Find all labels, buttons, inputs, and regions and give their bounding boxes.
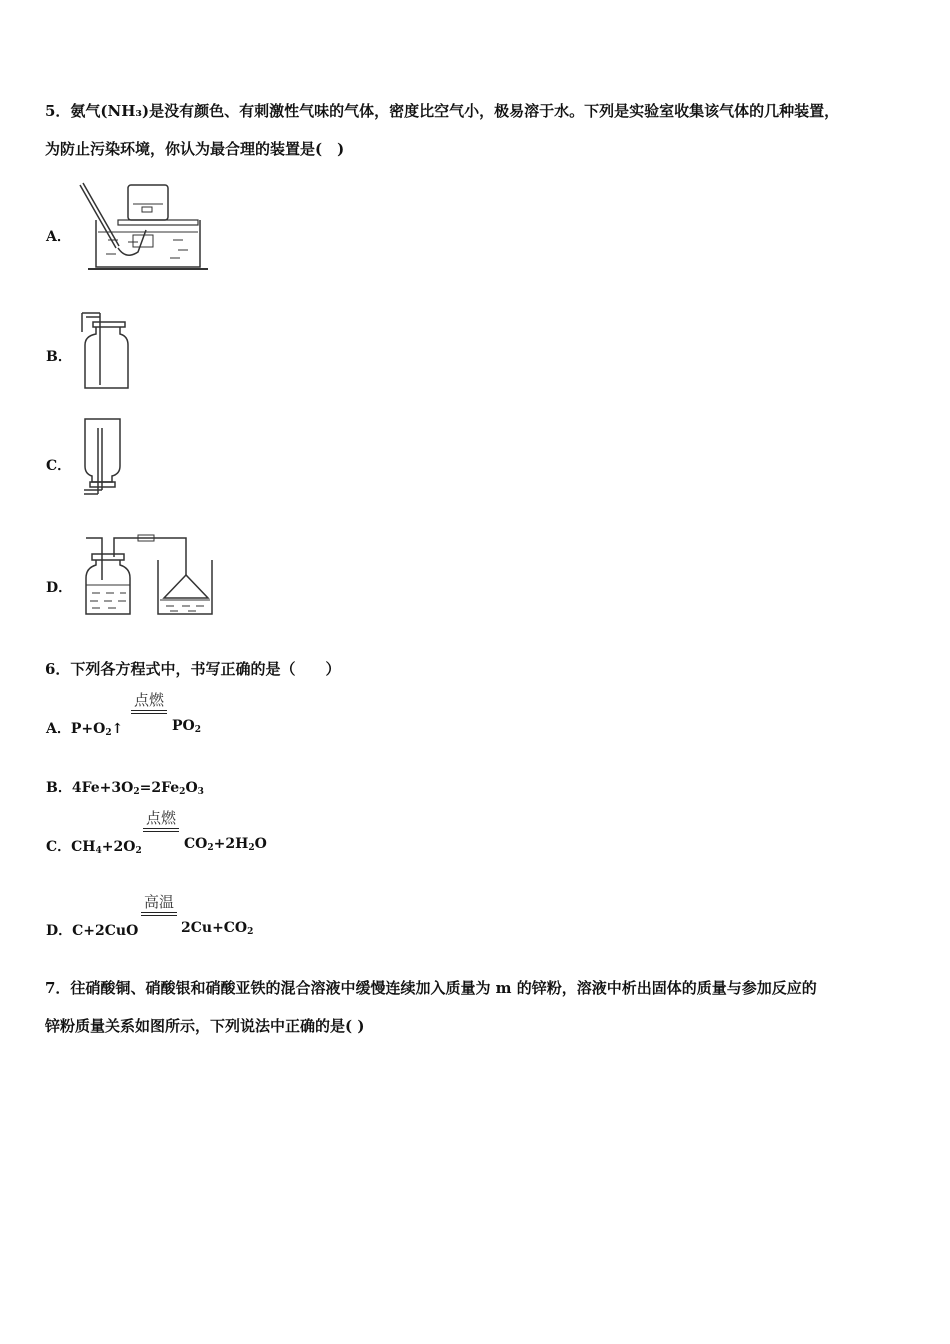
q6-option-b: B．$4Fe+3O_2=2Fe_2O_3$	[46, 780, 204, 797]
q5-option-b-figure	[80, 310, 132, 392]
q6-option-c: C．$CH_4+2O_2$	[46, 839, 142, 856]
q6-stem: 6．下列各方程式中，书写正确的是（ ）	[45, 660, 341, 678]
q5-stem-line2: 为防止污染环境，你认为最合理的装置是( )	[45, 140, 345, 158]
q6-option-a-label: A．	[46, 721, 71, 737]
q5-stem-line1: 5．氨气(NH₃)是没有颜色、有刺激性气味的气体，密度比空气小，极易溶于水。下列是实验室收集该气体的几种装置，	[45, 102, 840, 120]
q5-option-a-label: A．	[46, 229, 71, 245]
q5-option-b-label: B．	[46, 349, 72, 365]
q5-option-d-figure	[78, 530, 216, 620]
q7-stem-line2: 锌粉质量关系如图所示，下列说法中正确的是( )	[45, 1017, 365, 1035]
q6-option-a-product: $PO_2$	[172, 718, 201, 735]
gas-arrow: ↑	[111, 721, 124, 737]
q6-option-b-label: B．	[46, 780, 72, 796]
q5-option-c-label: C．	[46, 458, 72, 474]
q6-option-d-product: $2Cu+CO_2$	[181, 920, 254, 937]
q5-option-a-figure	[78, 180, 208, 272]
q6-option-a: A．$P+O_2↑$	[46, 721, 124, 738]
q6-option-a-condition: 点燃	[131, 692, 167, 714]
q6-option-c-label: C．	[46, 839, 72, 855]
q6-option-c-condition: 点燃	[143, 810, 179, 832]
q7-stem-line1: 7．往硝酸铜、硝酸银和硝酸亚铁的混合溶液中缓慢连续加入质量为 m 的锌粉，溶液中析出固体的质量与参加反应的	[45, 979, 817, 997]
q6-option-d-condition: 高温	[141, 894, 177, 916]
q6-option-d: D．C+2CuO	[46, 923, 139, 939]
q6-option-d-label: D．	[46, 923, 73, 939]
q6-option-c-product: $CO_2+2H_2O$	[184, 836, 267, 853]
q5-option-c-figure	[80, 416, 130, 500]
q5-option-d-label: D．	[46, 580, 73, 596]
